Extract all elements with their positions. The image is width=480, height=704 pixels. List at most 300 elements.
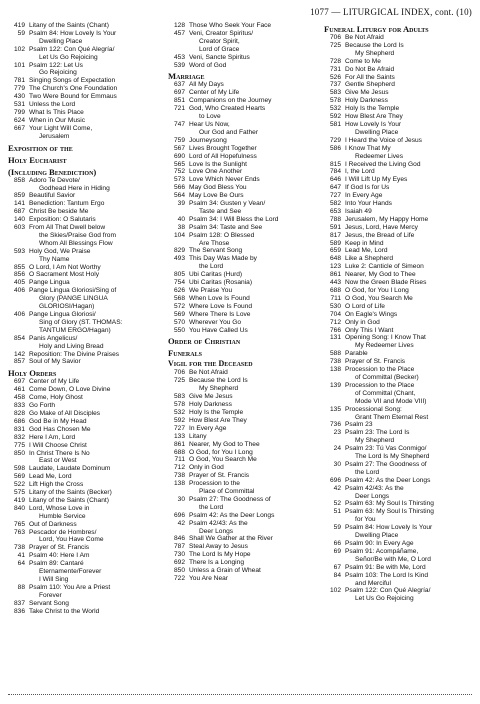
index-entry: [168, 192, 318, 200]
title-line: I Received the Living God: [345, 160, 421, 168]
title-line: O God, for You I Long: [345, 287, 409, 294]
hymn-title: [29, 544, 164, 552]
hymn-number: 861: [329, 271, 341, 279]
index-entry: [8, 560, 164, 584]
index-entry: [324, 548, 476, 564]
index-entry: [168, 97, 318, 105]
title-line: I Will Choose Christ: [29, 441, 87, 449]
hymn-title: [189, 559, 318, 567]
hymn-title: [29, 418, 164, 426]
hymn-title: [29, 117, 164, 125]
index-entry: [168, 224, 318, 232]
hymn-number: 458: [13, 394, 25, 402]
title-line: Veni, Sancte Spiritus: [189, 53, 250, 61]
title-continuation: to Love: [199, 113, 221, 121]
title-continuation: Our God and Father: [199, 128, 259, 136]
title-line: Give Me Jesus: [345, 89, 389, 97]
hymn-title: [29, 335, 164, 351]
index-entry: [8, 46, 164, 62]
index-entry: [8, 442, 164, 450]
hymn-number: 692: [173, 559, 185, 567]
title-continuation: Forever: [39, 591, 62, 599]
hymn-title: [345, 500, 476, 508]
title-line: Go Make of All Disciples: [29, 409, 101, 417]
index-column-3: [324, 22, 476, 603]
title-continuation: Señor/Be with Me, O Lord: [355, 555, 431, 563]
title-line: Journeysong: [189, 136, 227, 144]
hymn-title: [345, 319, 476, 327]
index-entry: [8, 521, 164, 529]
hymn-title: [29, 529, 164, 545]
section-heading: (Including Benediction): [8, 166, 97, 177]
hymn-title: [345, 42, 476, 58]
index-entry: [8, 287, 164, 311]
title-line: Pange Lingua Gloriosi/Sing of: [29, 287, 117, 295]
index-entry: [324, 334, 476, 350]
hymn-number: 817: [329, 231, 341, 239]
index-entry: [324, 66, 476, 74]
index-entry: [324, 421, 476, 429]
title-continuation: the Skies/Praise God from: [39, 231, 116, 239]
title-line: Christ Be beside Me: [29, 208, 89, 216]
hymn-title: [189, 62, 318, 70]
title-line: Do Not Be Afraid: [345, 65, 395, 73]
section-heading: Holy Orders: [8, 368, 57, 379]
index-entry: [8, 248, 164, 264]
title-continuation: Thy Name: [39, 255, 70, 263]
index-entry: [324, 429, 476, 445]
hymn-title: [345, 406, 476, 422]
title-line: God, Who Created Hearts: [189, 105, 266, 113]
title-line: Psalm 42: As the Deer Longs: [345, 476, 431, 484]
hymn-title: [189, 575, 318, 583]
title-line: Psalm 84: How Lovely Is Your: [345, 524, 433, 532]
title-line: Wherever You Go: [189, 318, 242, 326]
hymn-number: 430: [13, 93, 25, 101]
hymn-number: 102: [13, 45, 25, 53]
section-heading: Order of Christian: [168, 336, 241, 347]
hymn-title: [345, 58, 476, 66]
index-column-1: [8, 22, 164, 616]
index-entry: [8, 505, 164, 521]
title-line: Psalm 89: Cantaré: [29, 560, 84, 568]
index-entry: [168, 247, 318, 255]
title-line: Litany of the Saints (Becker): [29, 489, 112, 497]
hymn-number: 730: [173, 551, 185, 559]
index-entry: [324, 192, 476, 200]
index-entry: [168, 30, 318, 54]
index-entry: [168, 200, 318, 216]
hymn-number: 648: [329, 255, 341, 263]
hymn-title: [189, 327, 318, 335]
hymn-number: 67: [333, 563, 341, 571]
hymn-title: [29, 394, 164, 402]
hymn-number: 453: [173, 53, 185, 61]
hymn-number: 846: [173, 535, 185, 543]
hymn-title: [345, 255, 476, 263]
title-line: How Blest Are They: [345, 113, 403, 121]
title-line: Shall We Gather at the River: [189, 535, 273, 543]
hymn-title: [189, 279, 318, 287]
index-entry: [168, 543, 318, 551]
title-line: Benediction: Tantum Ergo: [29, 200, 105, 208]
title-continuation: Lord, You Have Come: [39, 536, 104, 544]
title-line: May God Bless You: [189, 184, 247, 192]
index-entry: [168, 271, 318, 279]
index-entry: [324, 477, 476, 485]
hymn-number: 104: [173, 231, 185, 239]
title-line: I, the Lord: [345, 168, 375, 176]
title-line: We Praise You: [189, 287, 233, 294]
hymn-number: 52: [333, 500, 341, 508]
title-line: Come, Holy Ghost: [29, 394, 83, 402]
title-line: Singing Songs of Expectation: [29, 77, 116, 85]
title-continuation: Place of Committal: [199, 488, 255, 496]
title-continuation: Dwelling Place: [355, 128, 399, 136]
hymn-number: 592: [329, 113, 341, 121]
hymn-number: 140: [13, 216, 25, 224]
hymn-title: [345, 295, 476, 303]
hymn-number: 569: [173, 310, 185, 318]
hymn-title: [345, 137, 476, 145]
index-entry: [168, 480, 318, 496]
index-entry: [324, 208, 476, 216]
index-entry: [168, 216, 318, 224]
hymn-number: 530: [329, 302, 341, 310]
hymn-title: [189, 512, 318, 520]
hymn-number: 688: [173, 448, 185, 456]
index-entry: [324, 232, 476, 240]
title-continuation: Go Rejoicing: [39, 69, 77, 77]
title-continuation: Eternamente/Forever: [39, 568, 102, 576]
hymn-number: 850: [173, 567, 185, 575]
hymn-title: [345, 524, 476, 540]
index-entry: [168, 89, 318, 97]
title-line: O God, You Search Me: [189, 456, 257, 464]
hymn-title: [29, 465, 164, 473]
hymn-title: [189, 97, 318, 105]
title-continuation: Holy and Living Bread: [39, 342, 104, 350]
hymn-title: [29, 481, 164, 489]
title-line: Psalm 103: The Lord Is Kind: [345, 571, 429, 579]
index-entry: [324, 255, 476, 263]
hymn-number: 727: [173, 424, 185, 432]
index-entry: [8, 378, 164, 386]
index-entry: [324, 34, 476, 42]
index-entry: [8, 358, 164, 366]
index-entry: [8, 386, 164, 394]
index-entry: [324, 176, 476, 184]
hymn-title: [29, 101, 164, 109]
index-entry: [168, 62, 318, 70]
title-line: Lead Me, Lord: [345, 247, 388, 255]
hymn-number: 765: [13, 520, 25, 528]
index-entry: [324, 366, 476, 382]
index-entry: [8, 77, 164, 85]
hymn-number: 42: [177, 519, 185, 527]
index-entry: [324, 461, 476, 477]
hymn-number: 564: [173, 192, 185, 200]
hymn-number: 419: [13, 496, 25, 504]
hymn-title: [345, 429, 476, 445]
title-continuation: Let Us Go Rejoicing: [355, 595, 414, 603]
index-entry: [324, 113, 476, 121]
title-continuation: Humble Service: [39, 512, 86, 520]
hymn-number: 59: [333, 524, 341, 532]
index-entry: [8, 497, 164, 505]
title-line: Nearer, My God to Thee: [345, 271, 416, 279]
title-line: Companions on the Journey: [189, 97, 272, 105]
hymn-number: 832: [13, 433, 25, 441]
title-line: Hear Us Now,: [189, 120, 230, 128]
title-line: Psalm 90: In Every Age: [345, 540, 414, 547]
title-line: Psalm 42: As the Deer Longs: [189, 511, 275, 519]
hymn-title: [29, 402, 164, 410]
index-entry: [8, 109, 164, 117]
title-line: Keep in Mind: [345, 239, 384, 247]
index-entry: [324, 327, 476, 335]
hymn-number: 532: [329, 105, 341, 113]
title-continuation: TANTUM ERGO/Hagan): [39, 326, 111, 334]
hymn-title: [189, 551, 318, 559]
index-entry: [8, 117, 164, 125]
hymn-number: 592: [173, 416, 185, 424]
hymn-number: 133: [173, 432, 185, 440]
title-line: On Eagle's Wings: [345, 310, 398, 318]
hymn-number: 828: [13, 409, 25, 417]
index-entry: [168, 433, 318, 441]
hymn-number: 131: [329, 334, 341, 342]
hymn-title: [345, 327, 476, 335]
hymn-title: [189, 168, 318, 176]
title-line: Psalm 23: The Lord Is: [345, 429, 410, 437]
hymn-title: [189, 425, 318, 433]
hymn-title: [345, 587, 476, 603]
title-continuation: East or West: [39, 457, 77, 465]
index-entry: [324, 406, 476, 422]
title-line: Love Which Never Ends: [189, 176, 260, 184]
hymn-title: [29, 192, 164, 200]
title-line: All My Days: [189, 81, 224, 89]
index-entry: [324, 184, 476, 192]
index-entry: [324, 311, 476, 319]
title-continuation: of Committal (Chant,: [355, 389, 416, 397]
hymn-title: [345, 572, 476, 588]
hymn-number: 647: [329, 184, 341, 192]
hymn-title: [189, 535, 318, 543]
hymn-number: 589: [329, 239, 341, 247]
hymn-number: 419: [13, 22, 25, 29]
hymn-number: 69: [333, 547, 341, 555]
hymn-number: 711: [174, 456, 185, 464]
index-entry: [324, 137, 476, 145]
hymn-title: [345, 161, 476, 169]
index-entry: [168, 232, 318, 248]
hymn-number: 128: [173, 22, 185, 29]
title-line: Give Me Jesus: [189, 393, 233, 401]
title-line: In Every Age: [189, 424, 227, 432]
title-continuation: Taste and See: [199, 207, 242, 215]
title-line: Pange Lingua Gloriosi/: [29, 311, 96, 318]
index-entry: [324, 224, 476, 232]
hymn-number: 637: [173, 81, 185, 89]
title-line: Those Who Seek Your Face: [189, 22, 272, 29]
title-line: Lord, Whose Love in: [29, 504, 90, 512]
index-entry: [168, 161, 318, 169]
index-entry: [168, 496, 318, 512]
index-entry: [168, 287, 318, 295]
hymn-title: [29, 22, 164, 30]
hymn-number: 837: [13, 599, 25, 607]
title-line: Veni, Creator Spiritus/: [189, 29, 254, 37]
title-continuation: Godhead Here in Hiding: [39, 184, 110, 192]
hymn-title: [345, 97, 476, 105]
title-line: Psalm 23: Tú Vas Conmigo/: [345, 445, 427, 453]
hymn-number: 101: [13, 61, 25, 69]
title-line: Luke 2: Canticle of Simeon: [345, 263, 424, 271]
title-line: In Every Age: [345, 192, 383, 200]
title-line: Procession to the Place: [345, 381, 415, 389]
index-entry: [168, 377, 318, 393]
hymn-title: [189, 496, 318, 512]
hymn-number: 64: [17, 560, 25, 568]
title-line: Holy Is the Temple: [345, 105, 400, 113]
title-continuation: My Shepherd: [199, 385, 239, 393]
hymn-number: 737: [329, 81, 341, 89]
hymn-number: 84: [333, 571, 341, 579]
hymn-title: [345, 540, 476, 548]
hymn-title: [345, 216, 476, 224]
hymn-title: [189, 311, 318, 319]
title-line: Psalm 84: How Lovely Is Your: [29, 29, 117, 37]
hymn-number: 763: [13, 528, 25, 536]
index-entry: [324, 200, 476, 208]
hymn-title: [345, 145, 476, 161]
hymn-number: 578: [329, 97, 341, 105]
title-line: Psalm 42/43: As the: [189, 519, 248, 527]
index-entry: [324, 97, 476, 105]
index-entry: [324, 81, 476, 89]
title-line: Center of My Life: [29, 378, 80, 386]
title-line: Love Is the Sunlight: [189, 160, 247, 168]
title-line: You Have Called Us: [189, 326, 248, 334]
index-entry: [8, 264, 164, 272]
hymn-number: 831: [13, 425, 25, 433]
title-line: Lord of All Hopefulness: [189, 152, 257, 160]
title-line: Psalm 34: I Will Bless the Lord: [189, 215, 279, 223]
title-line: Isaiah 49: [345, 207, 372, 215]
hymn-number: 66: [333, 540, 341, 547]
title-line: Be Not Afraid: [345, 34, 384, 41]
title-line: Where Love Is Found: [189, 302, 253, 310]
hymn-number: 781: [13, 77, 25, 85]
hymn-number: 526: [329, 73, 341, 81]
title-line: Like a Shepherd: [345, 255, 394, 263]
title-line: O Lord of Life: [345, 302, 385, 310]
title-line: Exposition: O Salutaris: [29, 216, 96, 224]
title-continuation: Jerusalem: [39, 132, 70, 140]
hymn-number: 690: [173, 152, 185, 160]
index-entry: [8, 93, 164, 101]
hymn-title: [345, 232, 476, 240]
index-entry: [8, 30, 164, 46]
index-entry: [8, 335, 164, 351]
index-entry: [324, 145, 476, 161]
title-line: Psalm 122: Let Us: [29, 61, 83, 69]
hymn-title: [29, 109, 164, 117]
hymn-title: [189, 464, 318, 472]
hymn-number: 59: [17, 29, 25, 37]
hymn-title: [189, 30, 318, 54]
hymn-title: [189, 232, 318, 248]
title-line: Only in God: [345, 318, 380, 326]
index-entry: [168, 303, 318, 311]
title-line: I Know That My: [345, 144, 391, 152]
title-continuation: the Lord: [199, 503, 224, 511]
hymn-number: 706: [329, 34, 341, 41]
title-line: Prayer of St. Francis: [189, 472, 250, 480]
index-entry: [324, 572, 476, 588]
hymn-number: 704: [329, 310, 341, 318]
hymn-number: 788: [329, 215, 341, 223]
title-line: Panis Angelicus/: [29, 334, 78, 342]
index-entry: [8, 544, 164, 552]
title-line: Procession to the: [189, 480, 240, 488]
index-entry: [8, 224, 164, 248]
index-entry: [168, 176, 318, 184]
title-line: Psalm 34: Gusten y Vean/: [189, 200, 266, 208]
index-entry: [324, 263, 476, 271]
hymn-number: 461: [13, 386, 25, 394]
index-entry: [8, 22, 164, 30]
index-entry: [8, 216, 164, 224]
title-line: Center of My Life: [189, 89, 240, 97]
hymn-number: 550: [173, 326, 185, 334]
hymn-number: 566: [173, 184, 185, 192]
hymn-number: 40: [177, 215, 185, 223]
hymn-title: [29, 386, 164, 394]
hymn-number: 829: [173, 247, 185, 255]
hymn-number: 851: [173, 97, 185, 105]
title-line: Unless a Grain of Wheat: [189, 567, 261, 575]
hymn-title: [29, 426, 164, 434]
hymn-number: 697: [13, 378, 25, 386]
hymn-number: 729: [329, 136, 341, 144]
hymn-title: [189, 480, 318, 496]
index-entry: [8, 394, 164, 402]
hymn-number: 406: [13, 287, 25, 295]
index-entry: [324, 240, 476, 248]
title-line: Adoro Te Devote/: [29, 176, 80, 184]
index-entry: [8, 125, 164, 141]
title-line: Soul of My Savior: [29, 358, 81, 366]
index-entry: [168, 535, 318, 543]
index-entry: [324, 247, 476, 255]
hymn-number: 583: [329, 89, 341, 97]
title-line: Word of God: [189, 61, 227, 69]
index-entry: [168, 441, 318, 449]
index-entry: [168, 22, 318, 30]
index-entry: [168, 449, 318, 457]
title-continuation: for You: [355, 516, 376, 524]
hymn-number: 141: [13, 200, 25, 208]
title-continuation: Deer Longs: [355, 492, 390, 500]
hymn-number: 142: [13, 350, 25, 358]
hymn-number: 653: [329, 207, 341, 215]
hymn-title: [189, 153, 318, 161]
index-entry: [8, 489, 164, 497]
hymn-title: [345, 287, 476, 295]
